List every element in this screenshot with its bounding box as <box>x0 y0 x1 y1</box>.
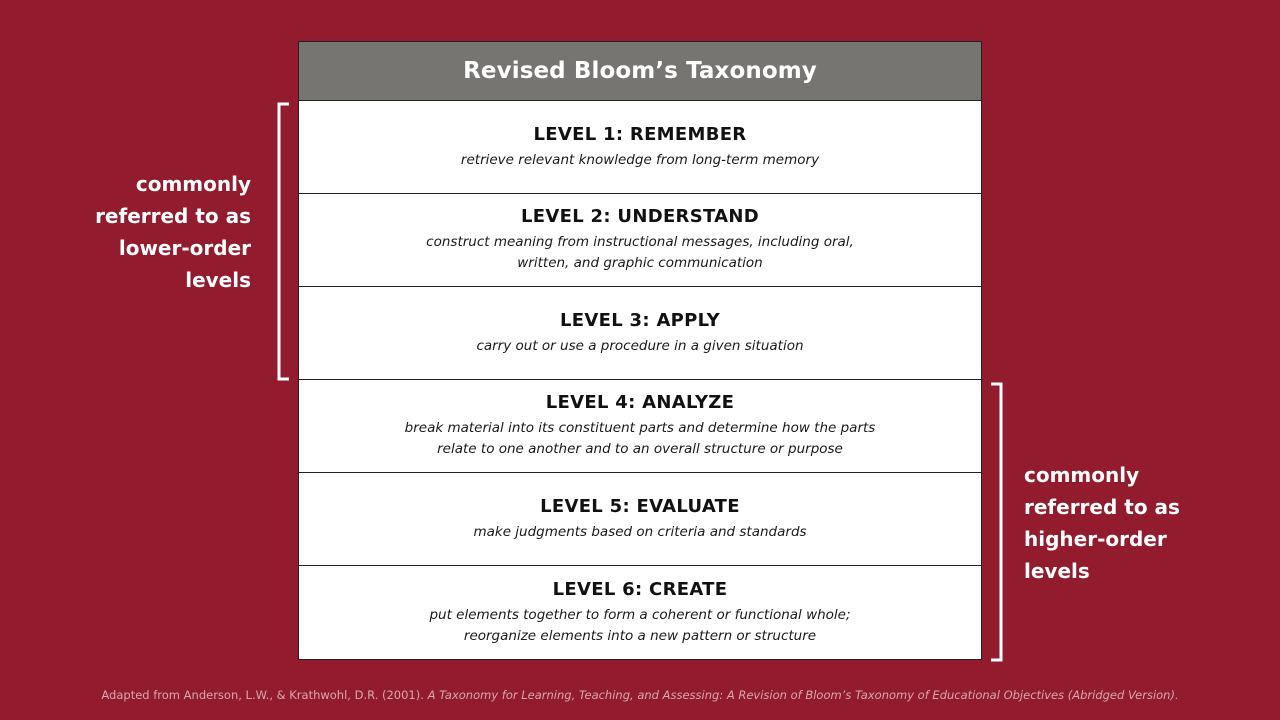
level-description: make judgments based on criteria and standards <box>473 523 807 540</box>
level-title: LEVEL 1: REMEMBER <box>533 123 747 145</box>
lower-order-label: commonly referred to as lower-order levels <box>95 172 251 292</box>
citation <box>0 688 1280 702</box>
level-title: LEVEL 5: EVALUATE <box>540 495 740 517</box>
level-row-1 <box>299 101 981 194</box>
higher-order-label: commonly referred to as higher-order levels <box>1024 463 1180 583</box>
higher-order-bracket <box>988 380 1008 665</box>
citation-title: A Taxonomy for Learning, Teaching, and Assessing: A Revision of Bloom’s Taxonomy of Educational Objectives (Abridged Version). <box>427 688 1179 702</box>
taxonomy-table <box>298 41 982 660</box>
level-description: retrieve relevant knowledge from long-term memory <box>460 151 820 168</box>
level-description: put elements together to form a coherent or functional whole; reorganize elements into a new pattern or structure <box>429 606 851 644</box>
level-title: LEVEL 6: CREATE <box>552 578 728 600</box>
level-description: break material into its constituent parts and determine how the parts relate to one another and to an overall structure or purpose <box>404 420 876 457</box>
level-description: carry out or use a procedure in a given situation <box>476 337 804 354</box>
lower-order-bracket <box>272 100 292 384</box>
level-row-5 <box>299 473 981 566</box>
level-description: construct meaning from instructional messages, including oral, written, and graphic communication <box>426 234 854 271</box>
level-title: LEVEL 3: APPLY <box>560 309 720 331</box>
table-title: Revised Bloom’s Taxonomy <box>299 42 981 101</box>
level-title: LEVEL 4: ANALYZE <box>545 392 735 413</box>
level-row-6 <box>299 566 981 659</box>
citation-authors: Adapted from Anderson, L.W., & Krathwohl, D.R. (2001). <box>101 688 428 702</box>
level-row-3 <box>299 287 981 380</box>
level-title: LEVEL 2: UNDERSTAND <box>521 206 759 227</box>
level-row-2 <box>299 194 981 287</box>
level-row-4 <box>299 380 981 473</box>
